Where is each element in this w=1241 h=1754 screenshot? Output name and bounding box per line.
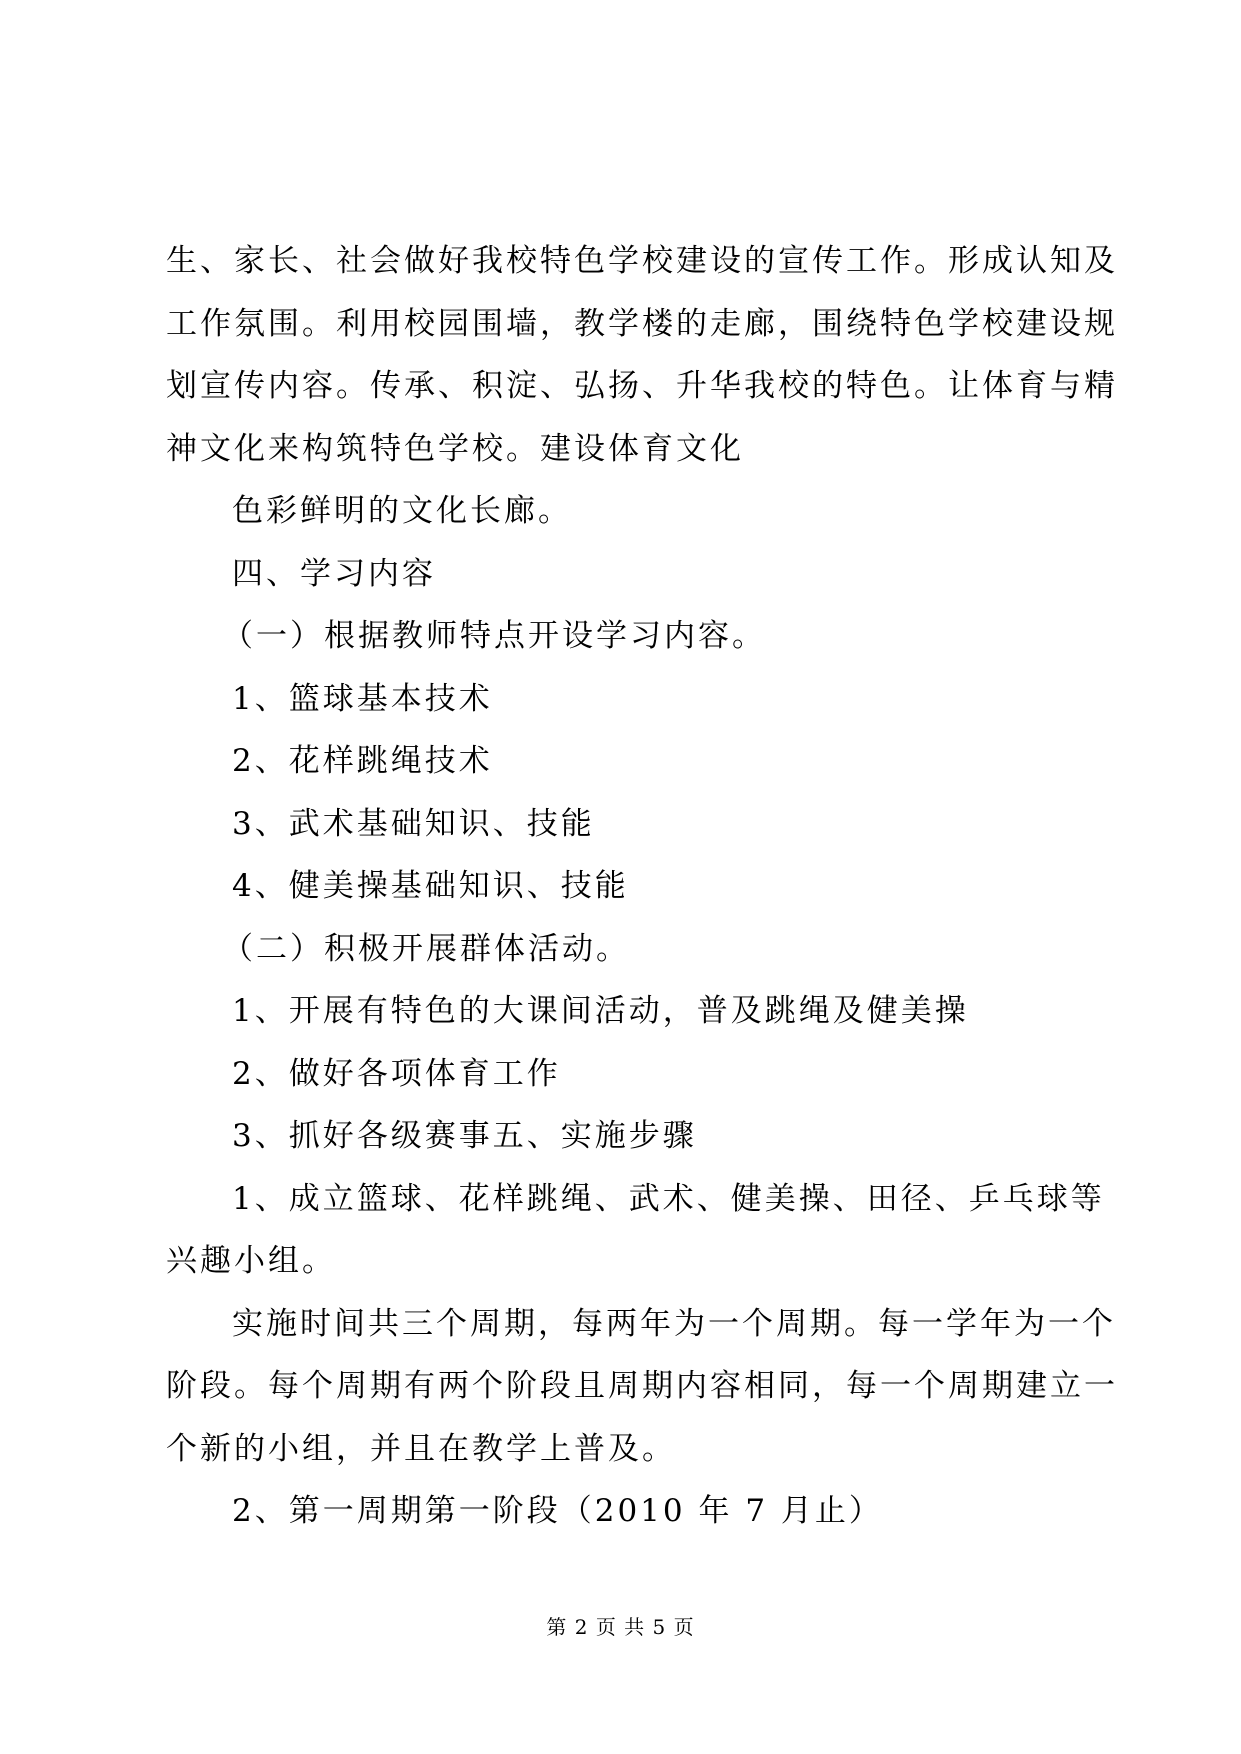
text-line: 阶段。每个周期有两个阶段且周期内容相同，每一个周期建立一	[166, 1368, 1118, 1404]
text-line: 工作氛围。利用校园围墙，教学楼的走廊，围绕特色学校建设规	[166, 305, 1118, 342]
list-item: 1、篮球基本技术	[232, 680, 493, 717]
subsection-heading: （一）根据教师特点开设学习内容。	[222, 618, 766, 654]
text-line: 神文化来构筑特色学校。建设体育文化	[166, 430, 744, 467]
subsection-heading: （二）积极开展群体活动。	[222, 930, 630, 967]
list-item: 3、武术基础知识、技能	[232, 805, 595, 842]
text-line: 兴趣小组。	[166, 1243, 336, 1279]
list-item: 2、花样跳绳技术	[232, 743, 493, 779]
text-line: 生、家长、社会做好我校特色学校建设的宣传工作。形成认知及	[166, 243, 1118, 279]
list-item: 2、做好各项体育工作	[232, 1055, 561, 1092]
list-item: 3、抓好各级赛事五、实施步骤	[232, 1118, 697, 1154]
list-item: 1、成立篮球、花样跳绳、武术、健美操、田径、乒乓球等	[232, 1180, 1105, 1217]
list-item: 2、第一周期第一阶段（2010 年 7 月止）	[232, 1493, 883, 1529]
page-number-label: 第 2 页 共 5 页	[546, 1615, 695, 1639]
list-item: 4、健美操基础知识、技能	[232, 868, 629, 904]
body-text	[166, 230, 1118, 1543]
text-line: 个新的小组，并且在教学上普及。	[166, 1430, 676, 1467]
list-item: 1、开展有特色的大课间活动，普及跳绳及健美操	[232, 993, 969, 1029]
text-line: 实施时间共三个周期，每两年为一个周期。每一学年为一个	[232, 1305, 1116, 1342]
text-line: 色彩鲜明的文化长廊。	[232, 493, 572, 529]
section-heading: 四、学习内容	[232, 555, 436, 592]
text-line: 划宣传内容。传承、积淀、弘扬、升华我校的特色。让体育与精	[166, 368, 1118, 404]
page-footer	[0, 1612, 1241, 1642]
